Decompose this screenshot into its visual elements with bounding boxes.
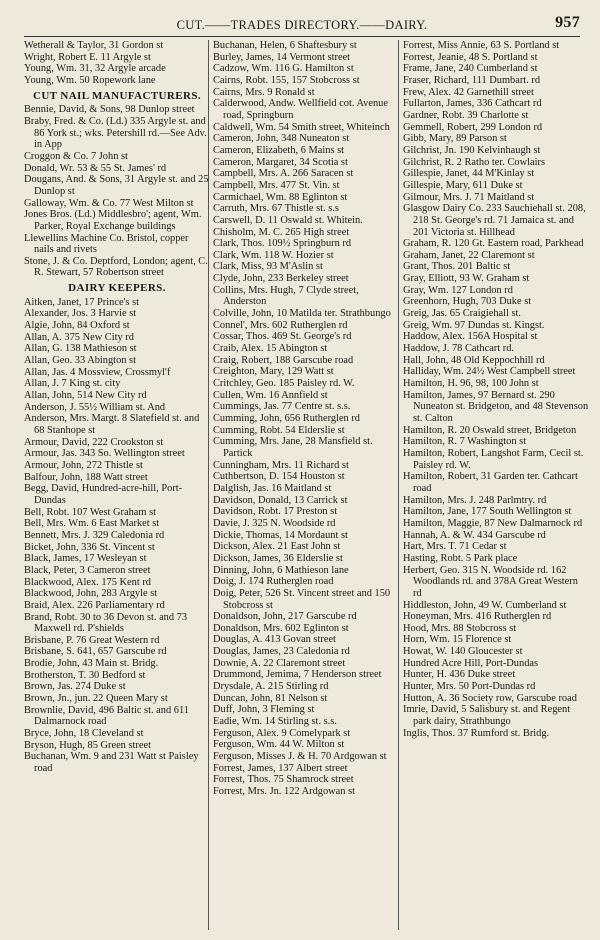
directory-entry: Cadzow, Wm. 116 G. Hamilton st [213, 63, 354, 75]
directory-entry: Gray, Elliott, 93 W. Graham st [403, 273, 530, 285]
directory-entry: Cumming, Robt. 54 Elderslie st [213, 424, 345, 436]
directory-entry: Ferguson, Misses J. & H. 70 Ardgowan st [213, 751, 387, 763]
section-heading: CUT NAIL MANUFACTURERS. [32, 89, 201, 102]
directory-entry: Doig, J. 174 Rutherglen road [213, 576, 334, 588]
directory-entry: Haddow, J. 78 Cathcart rd. [403, 343, 514, 355]
directory-entry: Armour, Jas. 343 So. Wellington street [24, 448, 185, 460]
directory-entry: Herbert, Geo. 315 N. Woodside rd. 162 Woodlands rd. and 378A Great Western rd [403, 564, 578, 599]
directory-entry: Davidson, Robt. 17 Preston st [213, 506, 338, 518]
directory-entry: Hundred Acre Hill, Port-Dundas [403, 657, 539, 669]
directory-entry: Forrest, Miss Annie, 63 S. Portland st [403, 40, 560, 51]
directory-entry: Hamilton, H. 96, 98, 100 John st [403, 378, 539, 390]
directory-entry: Hamilton, Robert, Langshot Farm, Cecil st. Paisley rd. W. [403, 447, 584, 471]
header-rule [24, 36, 580, 37]
directory-entry: Clyde, John, 233 Berkeley street [213, 273, 349, 285]
directory-entry: Clark, Miss, 93 M'Aslin st [213, 261, 323, 273]
directory-entry: Frame, Jane, 240 Cumberland st [403, 63, 538, 75]
column-divider [208, 40, 209, 930]
directory-entry: Stone, J. & Co. Deptford, London; agent, C. R. Stewart, 57 Robertson street [24, 255, 208, 279]
directory-entry: Critchley, Geo. 185 Paisley rd. W. [213, 378, 355, 390]
directory-entry: Brodie, John, 43 Main st. Bridg. [24, 658, 159, 670]
directory-entry: Galloway, Wm. & Co. 77 West Milton st [24, 197, 194, 209]
directory-entry: Colville, John, 10 Matilda ter. Strathbungo [213, 308, 391, 320]
column-1 [24, 40, 210, 775]
directory-entry: Bell, Mrs. Wm. 6 East Market st [24, 518, 160, 530]
directory-entry: Caldwell, Wm. 54 Smith street, Whiteinch [213, 121, 390, 133]
directory-entry: Hutton, A. 36 Society row, Garscube road [403, 692, 577, 704]
directory-entry: Begg, David, Hundred-acre-hill, Port-Dundas [24, 483, 183, 506]
directory-entry: Hamilton, Robert, 31 Garden ter. Cathcart road [403, 471, 578, 494]
directory-entry: Gemmell, Robert, 299 London rd [403, 121, 543, 133]
directory-entry: Connel', Mrs. 602 Rutherglen rd [213, 319, 348, 331]
directory-entry: Gilchrist, R. 2 Ratho ter. Cowlairs [403, 156, 545, 168]
page-number: 957 [555, 14, 580, 31]
directory-entry: Brotherston, T. 30 Bedford st [24, 669, 146, 681]
directory-entry: Craig, Robert, 188 Garscube road [213, 354, 354, 366]
directory-entry: Black, Peter, 3 Cameron street [24, 564, 151, 576]
directory-entry: Campbell, Mrs. A. 266 Saracen st [213, 168, 354, 180]
directory-entry: Chisholm, M. C. 265 High street [213, 226, 350, 238]
directory-entry: Gilmour, Mrs. J. 71 Maitland st [403, 191, 535, 203]
directory-entry: Croggon & Co. 7 John st [24, 150, 128, 162]
directory-entry: Young, Wm. 50 Ropework lane [24, 74, 156, 86]
directory-entry: Cairns, Mrs. 9 Ronald st [213, 86, 315, 98]
directory-entry: Honeyman, Mrs. 416 Rutherglen rd [403, 611, 552, 623]
directory-entry: Ferguson, Wm. 44 W. Milton st [213, 739, 345, 751]
directory-entry: Cumming, Mrs. Jane, 28 Mansfield st. Partick [213, 436, 373, 459]
directory-entry: Llewellins Machine Co. Bristol, copper nails and rivets [24, 232, 189, 256]
directory-entry: Cameron, Elizabeth, 6 Mains st [213, 144, 345, 156]
directory-entry: Halliday, Wm. 24½ West Campbell street [403, 366, 576, 378]
directory-entry: Collins, Mrs. Hugh, 7 Clyde street, Anderston [213, 284, 359, 308]
directory-entry: Donaldson, Mrs. 602 Eglinton st [213, 622, 349, 634]
directory-entry: Algie, John, 84 Oxford st [24, 320, 130, 332]
directory-entry: Hamilton, Jane, 177 South Wellington st [403, 506, 572, 518]
directory-entry: Dickie, Thomas, 14 Mordaunt st [213, 529, 348, 541]
directory-entry: Allan, John, 514 New City rd [24, 390, 147, 402]
directory-entry: Gray, Wm. 127 London rd [403, 284, 513, 296]
directory-entry: Hunter, Mrs. 50 Port-Dundas rd [403, 681, 536, 693]
directory-entry: Howat, W. 140 Gloucester st [403, 646, 523, 658]
directory-entry: Allan, J. 7 King st. city [24, 378, 121, 390]
directory-entry: Drummond, Jemima, 7 Henderson street [213, 669, 382, 681]
page-header [24, 14, 580, 36]
directory-entry: Hamilton, James, 97 Bernard st. 290 Nuneaton st. Bridgeton, and 48 Stevenson st. Calton [403, 389, 589, 424]
directory-entry: Horn, Wm. 15 Florence st [403, 634, 512, 646]
directory-entry: Haddow, Alex. 156A Hospital st [403, 331, 538, 343]
directory-entry: Anderson, J. 55½ William st. And [24, 401, 166, 413]
section-heading: DAIRY KEEPERS. [68, 282, 166, 295]
directory-entry: Fraser, Richard, 111 Dumbart. rd [403, 74, 541, 86]
directory-entry: Young, Wm. 31, 32 Argyle arcade [24, 63, 166, 75]
directory-entry: Braby, Fred. & Co. (Ld.) 335 Argyle st. and 86 York st.; wks. Petershill rd.—See Adv. in App [24, 115, 207, 151]
directory-entry: Cummings, Jas. 77 Centre st. s.s. [213, 401, 351, 413]
directory-entry: Cairns, Robt. 155, 157 Stobcross st [213, 74, 360, 86]
directory-entry: Bryce, John, 18 Cleveland st [24, 728, 144, 740]
directory-entry: Dickson, James, 36 Elderslie st [213, 552, 343, 564]
directory-entry: Hunter, H. 436 Duke street [403, 669, 516, 681]
directory-entry: Inglis, Thos. 37 Rumford st. Bridg. [403, 727, 550, 739]
directory-entry: Bell, Robt. 107 West Graham st [24, 506, 157, 518]
running-head: CUT.——TRADES DIRECTORY.——DAIRY. [176, 18, 428, 32]
directory-entry: Brown, Jas. 274 Duke st [24, 681, 126, 693]
directory-entry: Black, James, 17 Wesleyan st [24, 553, 147, 565]
directory-entry: Hart, Mrs. T. 71 Cedar st [403, 541, 507, 553]
directory-entry: Davidson, Donald, 13 Carrick st [213, 494, 348, 506]
directory-entry: Dougans, And. & Sons, 31 Argyle st. and 25 Dunlop st [24, 174, 209, 197]
directory-entry: Gibb, Mary, 89 Parson st [403, 133, 507, 145]
directory-entry: Allan, Geo. 33 Abington st [24, 355, 136, 367]
directory-entry: Dickson, Alex. 21 East John st [213, 541, 341, 553]
directory-entry: Blackwood, Alex. 175 Kent rd [24, 576, 151, 588]
directory-entry: Douglas, A. 413 Govan street [213, 634, 336, 646]
directory-entry: Bennett, Mrs. J. 329 Caledonia rd [24, 529, 165, 541]
directory-entry: Hamilton, R. 20 Oswald street, Bridgeton [403, 424, 577, 436]
directory-entry: Greig, Wm. 97 Dundas st. Kingst. [403, 319, 545, 331]
directory-entry: Brown, Jn., jun. 22 Queen Mary st [24, 693, 168, 705]
directory-entry: Cullen, Wm. 16 Annfield st [213, 389, 328, 401]
directory-entry: Gillespie, Janet, 44 M'Kinlay st [403, 168, 535, 180]
directory-entry: Bicket, John, 336 St. Vincent st [24, 541, 155, 553]
directory-entry: Grant, Thos. 201 Baltic st [403, 261, 511, 273]
directory-entry: Hamilton, R. 7 Washington st [403, 436, 527, 448]
directory-entry: Doig, Peter, 526 St. Vincent street and 150 Stobcross st [213, 587, 391, 611]
directory-entry: Graham, Janet, 22 Claremont st [403, 249, 535, 261]
directory-entry: Fullarton, James, 336 Cathcart rd [403, 98, 542, 110]
directory-entry: Glasgow Dairy Co. 233 Sauchiehall st. 208, 218 St. George's rd. 71 Jamaica st. and 201 Victoria st. Hillhead [403, 203, 586, 238]
directory-entry: Forrest, Jeanie, 48 S. Portland st [403, 51, 538, 63]
directory-entry: Gardner, Robt. 39 Charlotte st [403, 109, 529, 121]
directory-entry: Armour, David, 222 Crookston st [24, 436, 164, 448]
directory-entry: Burley, James, 14 Vermont street [213, 51, 351, 63]
directory-entry: Brisbane, P. 76 Great Western rd [24, 634, 160, 646]
directory-entry: Balfour, John, 188 Watt street [24, 471, 148, 483]
directory-entry: Cossar, Thos. 469 St. George's rd [213, 331, 352, 343]
column-3 [403, 40, 589, 739]
directory-entry: Calderwood, Andw. Wellfield cot. Avenue road, Springburn [213, 98, 388, 121]
directory-entry: Duncan, John, 81 Nelson st [213, 692, 328, 704]
directory-entry: Wetherall & Taylor, 31 Gordon st [24, 40, 164, 51]
directory-entry: Carmichael, Wm. 88 Eglinton st [213, 191, 348, 203]
directory-entry: Donaldson, John, 217 Garscube rd [213, 611, 357, 623]
directory-entry: Gilchrist, Jn. 190 Kelvinhaugh st [403, 144, 541, 156]
directory-entry: Hamilton, Maggie, 87 New Dalmarnock rd [403, 517, 583, 529]
directory-entry: Graham, R. 120 Gt. Eastern road, Parkhead [403, 238, 584, 250]
directory-entry: Forrest, Mrs. Jn. 122 Ardgowan st [213, 786, 356, 797]
directory-entry: Cameron, Margaret, 34 Scotia st [213, 156, 348, 168]
directory-entry: Campbell, Mrs. 477 St. Vin. st [213, 179, 340, 191]
directory-entry: Bennie, David, & Sons, 98 Dunlop street [24, 104, 195, 116]
directory-entry: Hall, John, 48 Old Keppochhill rd [403, 354, 545, 366]
directory-entry: Blackwood, John, 283 Argyle st [24, 588, 158, 600]
directory-entry: Dalglish, Jas. 16 Maitland st [213, 482, 332, 494]
directory-entry: Hood, Mrs. 88 Stobcross st [403, 622, 517, 634]
directory-entry: Clark, Wm. 118 W. Hozier st [213, 249, 334, 261]
directory-entry: Aitken, Janet, 17 Prince's st [24, 296, 139, 308]
directory-entry: Allan, A. 375 New City rd [24, 331, 134, 343]
directory-entry: Buchanan, Helen, 6 Shaftesbury st [213, 40, 357, 51]
directory-entry: Donald, Wr. 53 & 55 St. James' rd [24, 162, 167, 174]
directory-entry: Buchanan, Wm. 9 and 231 Watt st Paisley road [24, 751, 199, 775]
directory-entry: Frew, Alex. 42 Garnethill street [403, 86, 534, 98]
directory-entry: Wright, Robert E. 11 Argyle st [24, 51, 151, 63]
directory-entry: Greig, Jas. 65 Craigiehall st. [403, 308, 522, 320]
directory-entry: Gillespie, Mary, 611 Duke st [403, 179, 523, 191]
directory-entry: Forrest, Thos. 75 Shamrock street [213, 774, 354, 786]
directory-entry: Downie, A. 22 Claremont street [213, 657, 346, 669]
directory-entry: Cumming, John, 656 Rutherglen rd [213, 413, 361, 424]
directory-entry: Allan, G. 138 Mathieson st [24, 343, 137, 355]
directory-entry: Cameron, John, 348 Nuneaton st [213, 133, 350, 145]
directory-entry: Drysdale, A. 215 Stirling rd [213, 681, 329, 693]
directory-entry: Douglas, James, 23 Caledonia rd [213, 646, 350, 658]
directory-entry: Imrie, David, 5 Salisbury st. and Regent park dairy, Strathbungo [403, 704, 571, 728]
directory-entry: Allan, Jas. 4 Mossview, Crossmyl'f [24, 366, 171, 378]
column-divider [398, 40, 399, 930]
directory-entry: Duff, John, 3 Fleming st [213, 704, 315, 716]
directory-entry: Anderson, Mrs. Margt. 8 Slatefield st. and 68 Stanhope st [24, 413, 200, 436]
directory-entry: Cuthbertson, D. 154 Houston st [213, 471, 345, 483]
directory-entry: Greenhorn, Hugh, 703 Duke st [403, 296, 532, 308]
directory-entry: Dinning, John, 6 Mathieson lane [213, 564, 349, 576]
directory-entry: Hiddleston, John, 49 W. Cumberland st [403, 599, 567, 611]
directory-entry: Hasting, Robt. 5 Park place [403, 552, 518, 564]
directory-entry: Clark, Thos. 109½ Springburn rd [213, 238, 352, 250]
directory-entry: Craib, Alex. 15 Abington st [213, 343, 328, 355]
directory-entry: Braid, Alex. 226 Parliamentary rd [24, 599, 165, 611]
directory-entry: Cunningham, Mrs. 11 Richard st [213, 459, 349, 471]
directory-entry: Brownlie, David, 496 Baltic st. and 611 Dalmarnock road [24, 704, 189, 728]
directory-entry: Armour, John, 272 Thistle st [24, 459, 143, 471]
directory-entry: Brand, Robt. 30 to 36 Devon st. and 73 Maxwell rd. P'shields [24, 611, 188, 635]
directory-entry: Carswell, D. 11 Oswald st. Whitein. [213, 214, 363, 226]
directory-entry: Eadie, Wm. 14 Stirling st. s.s. [213, 716, 337, 728]
directory-entry: Jones Bros. (Ld.) Middlesbro'; agent, Wm. Parker, Royal Exchange buildings [24, 209, 202, 232]
directory-entry: Hamilton, Mrs. J. 248 Parlmtry. rd [403, 494, 547, 506]
directory-entry: Bryson, Hugh, 85 Green street [24, 739, 151, 751]
column-2 [213, 40, 399, 798]
directory-entry: Ferguson, Alex. 9 Comelypark st [213, 727, 351, 739]
directory-entry: Davie, J. 325 N. Woodside rd [213, 517, 336, 529]
directory-entry: Carruth, Mrs. 67 Thistle st. s.s [213, 203, 339, 215]
directory-entry: Forrest, James, 137 Albert street [213, 762, 348, 774]
directory-entry: Hannah, A. & W. 434 Garscube rd [403, 529, 546, 541]
directory-entry: Alexander, Jos. 3 Harvie st [24, 308, 137, 320]
directory-entry: Creighton, Mary, 129 Watt st [213, 366, 334, 378]
directory-entry: Brisbane, S. 641, 657 Garscube rd [24, 646, 167, 658]
